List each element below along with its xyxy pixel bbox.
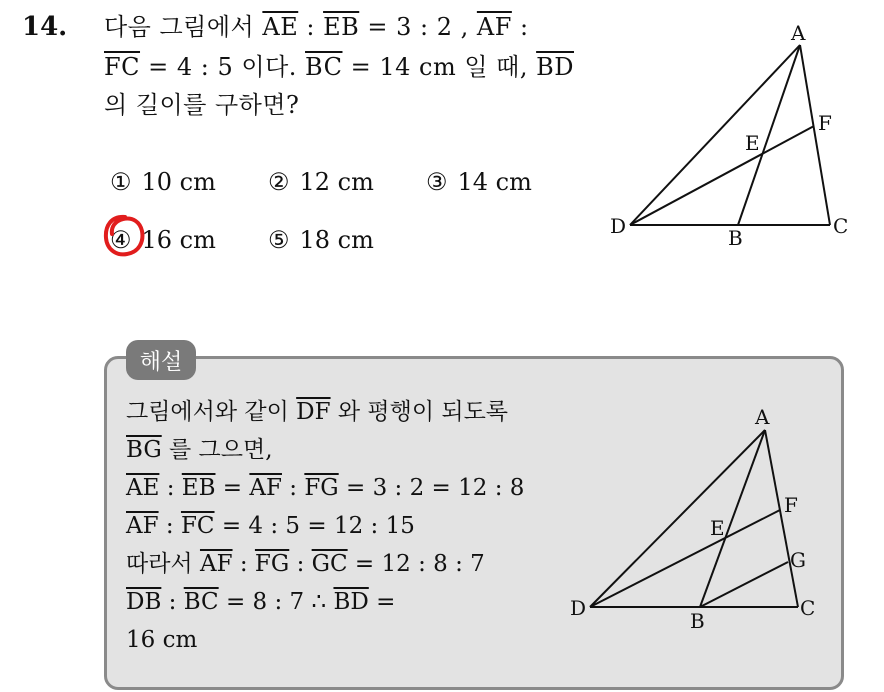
segment-name: $\overline{DF}$ <box>296 399 331 425</box>
segment-name: $\overline{GC}$ <box>311 551 348 577</box>
text-run: = <box>215 475 250 501</box>
text-run: 따라서 <box>126 551 200 577</box>
label-f-2: F <box>784 493 798 517</box>
solution-line-3 <box>126 474 524 502</box>
text-run: : <box>281 475 305 501</box>
question-line-1 <box>104 12 529 42</box>
label-a-2: A <box>755 405 770 429</box>
text-run: 16 cm <box>126 627 198 653</box>
text-run: = 4 : 5 = 12 : 15 <box>214 513 415 539</box>
choice-1-text: 10 cm <box>141 168 216 196</box>
text-run: 그림에서와 같이 <box>126 399 297 425</box>
segment-name: $\overline{BD}$ <box>333 589 369 615</box>
segment-df <box>630 126 814 225</box>
text-run: 다음 그림에서 <box>104 13 263 41</box>
question-line-2 <box>104 52 574 82</box>
question-number: 14. <box>22 12 68 42</box>
choice-3-mark: ③ <box>426 168 448 196</box>
edge-ac <box>800 45 830 225</box>
text-run: : <box>159 475 182 501</box>
segment-name: $\overline{FC}$ <box>104 53 141 81</box>
text-run: = 3 : 2 , <box>359 13 477 41</box>
text-run: = 4 : 5 이다. <box>140 53 306 81</box>
label-b: B <box>728 226 743 250</box>
label-d-2: D <box>570 596 587 620</box>
triangle-figure <box>600 20 860 252</box>
label-e-2: E <box>710 516 725 540</box>
choice-4-text: 16 cm <box>141 226 216 254</box>
segment-name: $\overline{AF}$ <box>249 475 282 501</box>
solution-line-1 <box>126 398 508 426</box>
solution-line-5 <box>126 550 485 578</box>
label-g-2: G <box>790 548 806 572</box>
label-c-2: C <box>800 596 816 620</box>
text-run: 의 길이를 구하면? <box>104 91 300 119</box>
choice-2[interactable] <box>268 168 374 196</box>
segment-name: $\overline{AF}$ <box>476 13 512 41</box>
text-run: : <box>289 551 312 577</box>
choice-4-mark: ④ <box>110 226 132 254</box>
label-c: C <box>833 214 849 238</box>
label-b-2: B <box>690 609 705 633</box>
text-run: : <box>158 513 181 539</box>
text-run: = 12 : 8 : 7 <box>347 551 485 577</box>
text-run: : <box>232 551 255 577</box>
segment-name: $\overline{BC}$ <box>183 589 219 615</box>
segment-name: $\overline{BG}$ <box>126 437 162 463</box>
segment-name: $\overline{DB}$ <box>126 589 162 615</box>
question-line-3 <box>104 90 299 120</box>
solution-line-2 <box>126 436 273 464</box>
text-run: = <box>368 589 396 615</box>
solution-line-4 <box>126 512 415 540</box>
text-run: : <box>298 13 324 41</box>
edge-ad <box>630 45 800 225</box>
solution-tag: 해설 <box>126 340 196 380</box>
segment-name: $\overline{AF}$ <box>199 551 233 577</box>
text-run: 와 평행이 되도록 <box>330 399 509 425</box>
choice-3-text: 14 cm <box>457 168 532 196</box>
choice-5[interactable] <box>268 226 374 254</box>
solution-line-6 <box>126 588 395 616</box>
segment-name: $\overline{BC}$ <box>305 53 343 81</box>
segment-name: $\overline{EB}$ <box>181 475 216 501</box>
choice-3[interactable] <box>426 168 532 196</box>
selected-answer-circle <box>103 214 145 258</box>
segment-name: $\overline{FC}$ <box>180 513 215 539</box>
text-run: : <box>511 13 529 41</box>
solution-triangle-figure <box>560 402 830 634</box>
text-run: : <box>161 589 184 615</box>
solution-line-7 <box>126 626 197 654</box>
choice-5-text: 18 cm <box>299 226 374 254</box>
text-run: = 14 cm 일 때, <box>342 53 537 81</box>
segment-name: $\overline{AE}$ <box>126 475 160 501</box>
segment-name: $\overline{FG}$ <box>304 475 339 501</box>
text-run: 를 그으면, <box>161 437 273 463</box>
text-run: = 3 : 2 = 12 : 8 <box>338 475 525 501</box>
edge-ac-2 <box>765 430 798 607</box>
segment-df-2 <box>590 510 780 607</box>
choice-1-mark: ① <box>110 168 132 196</box>
text-run: = 8 : 7 ∴ <box>218 589 334 615</box>
choice-1[interactable] <box>110 168 216 196</box>
segment-name: $\overline{AF}$ <box>126 513 159 539</box>
segment-name: $\overline{AE}$ <box>262 13 299 41</box>
segment-name: $\overline{BD}$ <box>536 53 574 81</box>
edge-ad-2 <box>590 430 765 607</box>
label-e: E <box>745 131 760 155</box>
choice-2-text: 12 cm <box>299 168 374 196</box>
label-a: A <box>791 21 806 45</box>
choice-5-mark: ⑤ <box>268 226 290 254</box>
segment-name: $\overline{FG}$ <box>254 551 290 577</box>
label-d: D <box>610 214 627 238</box>
segment-name: $\overline{EB}$ <box>323 13 360 41</box>
label-f: F <box>818 111 832 135</box>
choice-2-mark: ② <box>268 168 290 196</box>
